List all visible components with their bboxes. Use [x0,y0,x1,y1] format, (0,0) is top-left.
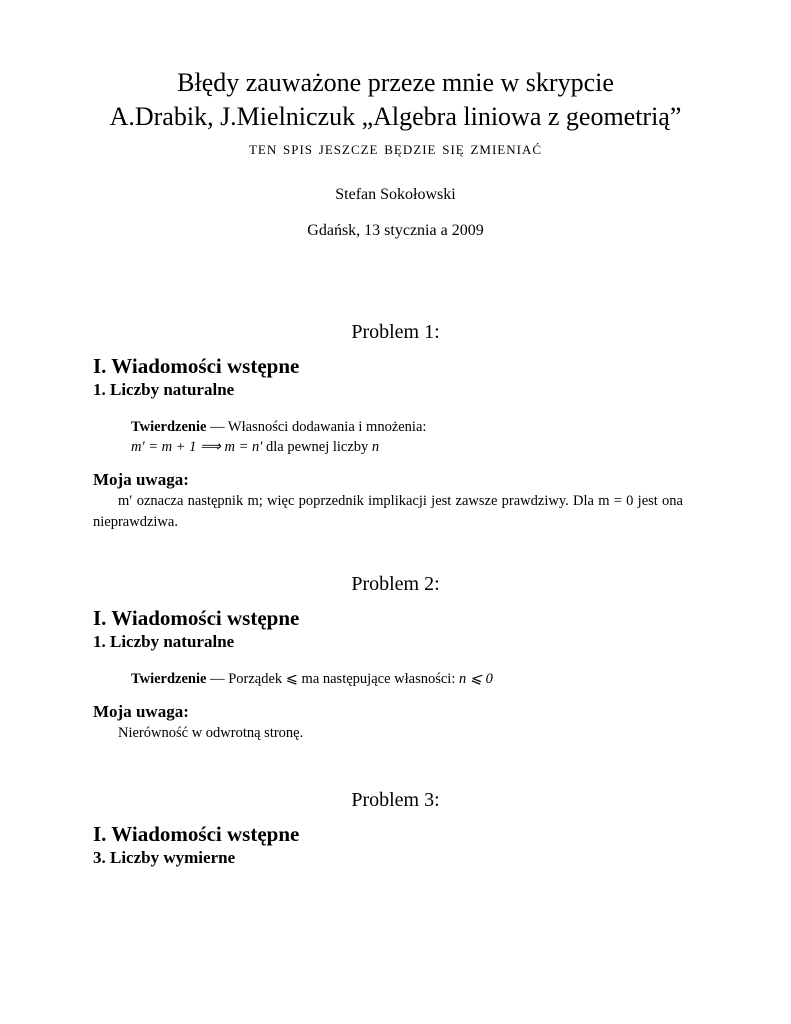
document-title-line-2: A.Drabik, J.Mielniczuk „Algebra liniowa z geometrią” [109,102,682,131]
theorem-keyword: Twierdzenie [131,419,207,435]
problem-title: Problem 3: [351,789,440,811]
theorem [131,669,791,689]
theorem-formula: m′ = m + 1 ⟹ m = n′ [131,439,263,455]
theorem-keyword: Twierdzenie [131,671,207,687]
chapter-heading: I. Wiadomości wstępne [93,822,300,846]
document-subtitle: ten spis jeszcze będzie się zmieniać [248,138,543,159]
section-heading: 1. Liczby naturalne [93,380,235,399]
chapter-heading: I. Wiadomości wstępne [93,606,300,630]
section-heading: 3. Liczby wymierne [93,848,236,867]
document-date: Gdańsk, 13 stycznia a 2009 [307,222,484,239]
remark-heading: Moja uwaga: [93,470,189,489]
title-block [0,66,791,240]
chapter-heading: I. Wiadomości wstępne [93,354,300,378]
remark-body: m′ oznacza następnik m; więc poprzednik implikacji jest zawsze prawdziwy. Dla m = 0 jest ona nieprawdziwa. [93,493,683,530]
section-heading: 1. Liczby naturalne [93,632,235,651]
theorem-formula-var: n [371,439,380,455]
theorem [131,417,791,457]
theorem-formula-rest: dla pewnej liczby [262,439,372,455]
problem-1 [0,319,791,533]
theorem-text: — Własności dodawania i mnożenia: [206,419,427,435]
author-name: Stefan Sokołowski [335,186,456,203]
remark-heading: Moja uwaga: [93,702,189,721]
problem-title: Problem 1: [351,321,440,343]
problem-title: Problem 2: [351,573,440,595]
theorem-formula: n ⩽ 0 [458,671,493,687]
document-title-line-1: Błędy zauważone przeze mnie w skrypcie [177,68,614,97]
problem-3 [0,787,791,869]
theorem-text: — Porządek ⩽ ma następujące własności: [206,671,459,687]
problem-2 [0,571,791,744]
remark-body: Nierówność w odwrotną stronę. [118,725,304,741]
